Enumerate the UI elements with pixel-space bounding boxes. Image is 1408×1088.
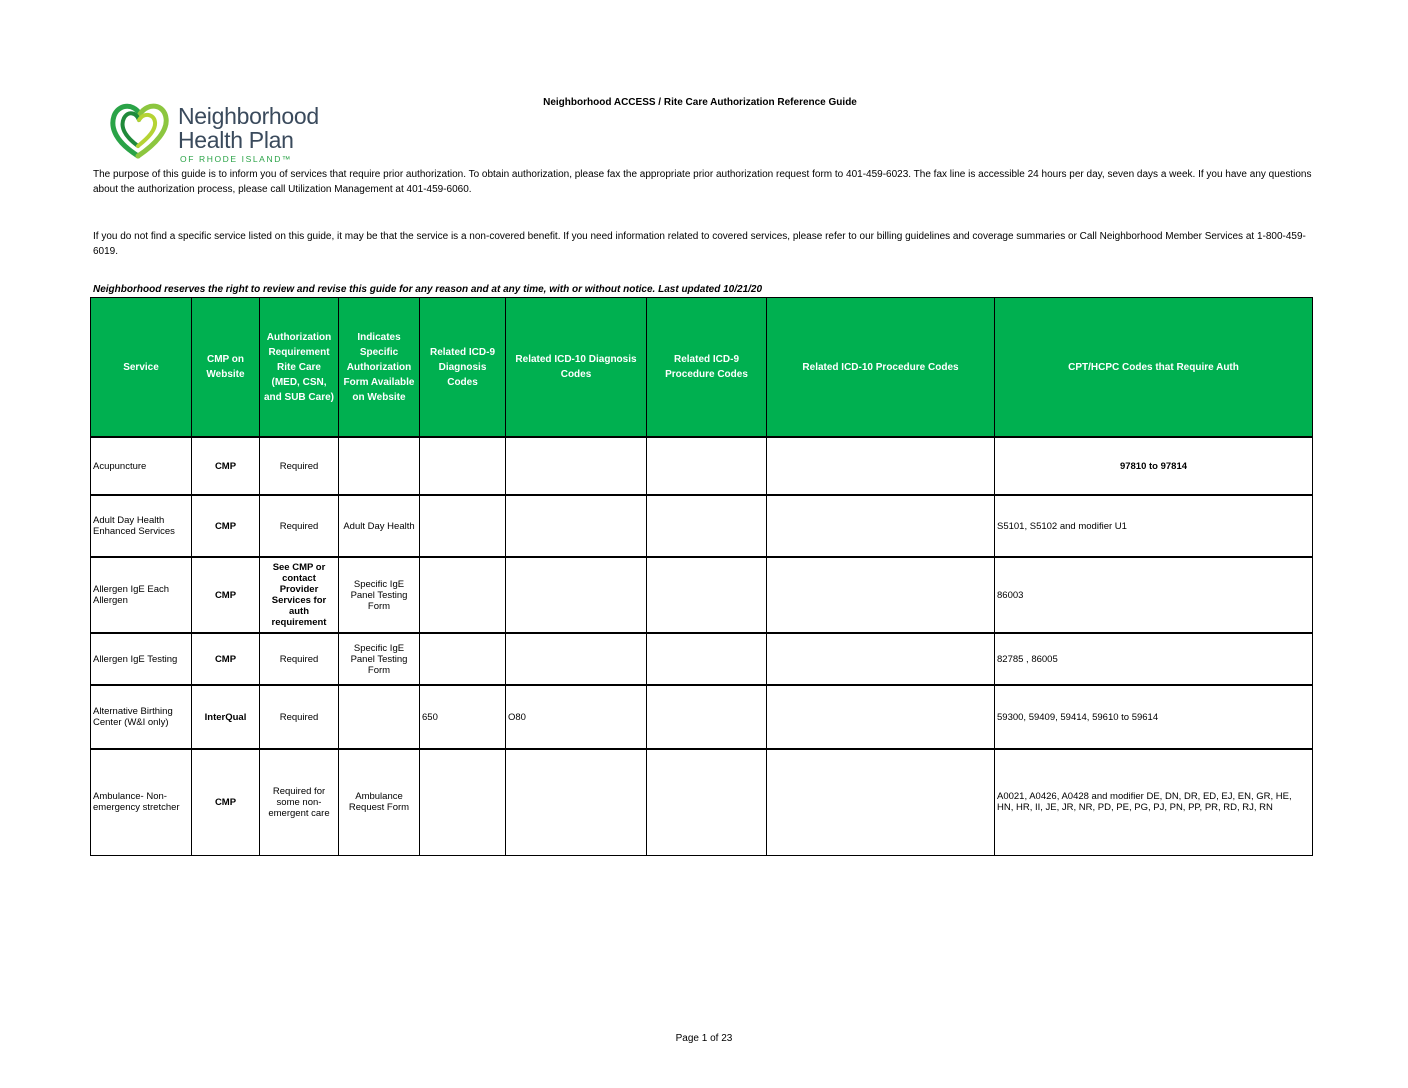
table-row bbox=[91, 495, 1313, 557]
cell-auth-form bbox=[339, 685, 420, 749]
header-auth-requirement: Authorization Requirement Rite Care (MED, CSN, and SUB Care) bbox=[260, 298, 339, 438]
intro-paragraph-purpose: The purpose of this guide is to inform you of services that require prior authorization. To obtain authorization, please fax the appropriate prior authorization request form to 401-459-6023. The fax line is accessible 24 hours per day, seven days a week. If you have any questions about the authorization process, please call Utilization Management at 401-459-6060. bbox=[93, 169, 1312, 195]
cell-icd10-procedure bbox=[767, 685, 995, 749]
intro-paragraph-coverage: If you do not find a specific service listed on this guide, it may be that the service is a non-covered benefit. If you need information related to covered services, please refer to our billing guidelines and coverage summaries or Call Neighborhood Member Services at 1-800-459-6019. bbox=[93, 231, 1306, 257]
header-icd9-diagnosis: Related ICD-9 Diagnosis Codes bbox=[420, 298, 506, 438]
cell-cmp: CMP bbox=[192, 633, 260, 685]
cell-icd9-procedure bbox=[647, 749, 767, 855]
cell-icd10-procedure bbox=[767, 557, 995, 633]
cell-icd9-procedure bbox=[647, 495, 767, 557]
cell-icd10-diagnosis bbox=[506, 749, 647, 855]
table-row bbox=[91, 749, 1313, 855]
document-title: Neighborhood ACCESS / Rite Care Authorization Reference Guide bbox=[543, 97, 857, 108]
cell-auth-requirement: See CMP or contact Provider Services for auth requirement bbox=[260, 557, 339, 633]
cell-service: Adult Day Health Enhanced Services bbox=[91, 495, 192, 557]
cell-cmp: CMP bbox=[192, 749, 260, 855]
header-service: Service bbox=[91, 298, 192, 438]
cell-icd10-diagnosis bbox=[506, 437, 647, 495]
cell-cpt-hcpc: 59300, 59409, 59414, 59610 to 59614 bbox=[995, 685, 1313, 749]
cell-cpt-hcpc: 82785 , 86005 bbox=[995, 633, 1313, 685]
cell-cpt-hcpc: S5101, S5102 and modifier U1 bbox=[995, 495, 1313, 557]
cell-icd9-diagnosis bbox=[420, 633, 506, 685]
cell-auth-requirement: Required bbox=[260, 685, 339, 749]
cell-icd9-diagnosis bbox=[420, 495, 506, 557]
cell-cpt-hcpc: A0021, A0426, A0428 and modifier DE, DN, DR, ED, EJ, EN, GR, HE, HN, HR, II, JE, JR, NR, PD, PE, PG, PJ, PN, PP, PR, RD, RJ, RN bbox=[995, 749, 1313, 855]
header-cpt-hcpc: CPT/HCPC Codes that Require Auth bbox=[995, 298, 1313, 438]
cell-auth-requirement: Required bbox=[260, 437, 339, 495]
cell-auth-requirement: Required bbox=[260, 495, 339, 557]
cell-service: Acupuncture bbox=[91, 437, 192, 495]
header-icd9-procedure: Related ICD-9 Procedure Codes bbox=[647, 298, 767, 438]
cell-auth-requirement: Required bbox=[260, 633, 339, 685]
table-row bbox=[91, 437, 1313, 495]
cell-icd10-procedure bbox=[767, 633, 995, 685]
table-row bbox=[91, 557, 1313, 633]
cell-icd10-procedure bbox=[767, 437, 995, 495]
cell-icd10-procedure bbox=[767, 749, 995, 855]
cell-auth-form: Specific IgE Panel Testing Form bbox=[339, 633, 420, 685]
logo-text-line1: Neighborhood bbox=[178, 103, 319, 129]
cell-service: Alternative Birthing Center (W&I only) bbox=[91, 685, 192, 749]
cell-icd9-diagnosis bbox=[420, 437, 506, 495]
revision-notice: Neighborhood reserves the right to review and revise this guide for any reason and at any time, with or without notice. Last updated 10/21/20 bbox=[93, 284, 763, 295]
cell-auth-form bbox=[339, 437, 420, 495]
header-auth-form: Indicates Specific Authorization Form Available on Website bbox=[339, 298, 420, 438]
authorization-table bbox=[90, 297, 1313, 856]
table-header-row bbox=[91, 298, 1313, 438]
cell-icd9-diagnosis: 650 bbox=[420, 685, 506, 749]
cell-icd9-diagnosis bbox=[420, 749, 506, 855]
cell-cmp: CMP bbox=[192, 437, 260, 495]
table-row bbox=[91, 633, 1313, 685]
page-number: Page 1 of 23 bbox=[675, 1033, 733, 1044]
cell-auth-form: Ambulance Request Form bbox=[339, 749, 420, 855]
cell-icd10-diagnosis bbox=[506, 633, 647, 685]
cell-service: Ambulance- Non-emergency stretcher bbox=[91, 749, 192, 855]
cell-icd10-diagnosis bbox=[506, 557, 647, 633]
company-logo bbox=[108, 100, 338, 162]
cell-cmp: InterQual bbox=[192, 685, 260, 749]
heart-logo-icon bbox=[108, 100, 172, 160]
cell-icd9-procedure bbox=[647, 633, 767, 685]
cell-cmp: CMP bbox=[192, 495, 260, 557]
header-icd10-diagnosis: Related ICD-10 Diagnosis Codes bbox=[506, 298, 647, 438]
cell-auth-form: Adult Day Health bbox=[339, 495, 420, 557]
cell-cmp: CMP bbox=[192, 557, 260, 633]
cell-icd10-procedure bbox=[767, 495, 995, 557]
header-icd10-procedure: Related ICD-10 Procedure Codes bbox=[767, 298, 995, 438]
cell-icd9-diagnosis bbox=[420, 557, 506, 633]
cell-auth-requirement: Required for some non-emergent care bbox=[260, 749, 339, 855]
logo-text-line2: Health Plan bbox=[178, 127, 294, 153]
cell-cpt-hcpc: 97810 to 97814 bbox=[995, 437, 1313, 495]
cell-service: Allergen IgE Each Allergen bbox=[91, 557, 192, 633]
cell-icd9-procedure bbox=[647, 557, 767, 633]
cell-icd10-diagnosis bbox=[506, 495, 647, 557]
cell-icd10-diagnosis: O80 bbox=[506, 685, 647, 749]
logo-text-line3: OF RHODE ISLAND™ bbox=[180, 154, 293, 164]
cell-service: Allergen IgE Testing bbox=[91, 633, 192, 685]
cell-auth-form: Specific IgE Panel Testing Form bbox=[339, 557, 420, 633]
cell-icd9-procedure bbox=[647, 437, 767, 495]
table-row bbox=[91, 685, 1313, 749]
cell-cpt-hcpc: 86003 bbox=[995, 557, 1313, 633]
cell-icd9-procedure bbox=[647, 685, 767, 749]
header-cmp: CMP on Website bbox=[192, 298, 260, 438]
